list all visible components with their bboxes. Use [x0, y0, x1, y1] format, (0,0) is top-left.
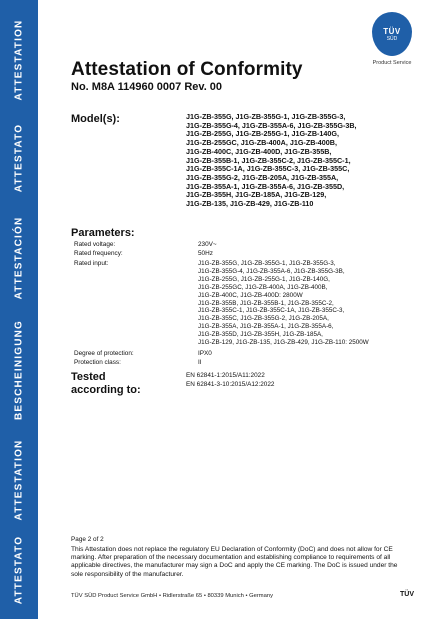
- rated-input-line: J1G-ZB-355C-1, J1G-ZB-355C-1A, J1G-ZB-355C-3,: [198, 307, 345, 315]
- model-line: J1G-ZB-355H, J1G-ZB-185A, J1G-ZB-129,: [186, 190, 327, 200]
- protection-class-label: Protection class:: [74, 359, 121, 366]
- standard-2: EN 62841-3-10:2015/A12:2022: [186, 381, 275, 388]
- standard-1: EN 62841-1:2015/A11:2022: [186, 372, 265, 379]
- model-line: J1G-ZB-355C-1A, J1G-ZB-355C-3, J1G-ZB-355C,: [186, 164, 350, 174]
- logo-sub: SÜD: [386, 35, 398, 42]
- tested-label: [71, 371, 141, 397]
- sidebar-word-attestato: ATTESTATO: [13, 123, 25, 193]
- rated-voltage-value: 230V~: [198, 241, 217, 248]
- rated-input-line: J1G-ZB-355G-4, J1G-ZB-355A-6, J1G-ZB-355G-3B,: [198, 267, 345, 275]
- sidebar-band: [0, 0, 38, 619]
- sidebar-word-attestato-2: ATTESTATO: [13, 535, 25, 605]
- page-title: Attestation of Conformity: [71, 59, 303, 80]
- certificate-number: No. M8A 114960 0007 Rev. 00: [71, 81, 223, 93]
- model-line: J1G-ZB-355G, J1G-ZB-355G-1, J1G-ZB-355G-3,: [186, 112, 346, 121]
- tested-label-line1: Tested: [71, 371, 106, 383]
- sidebar-word-atestacion: ATTESTACIÓN: [13, 216, 25, 300]
- rated-input-list: [198, 260, 413, 347]
- tested-label-line2: according to:: [71, 384, 141, 396]
- parameters-title: Parameters:: [71, 227, 135, 239]
- rated-input-line: J1G-ZB-255GC, J1G-ZB-400A, J1G-ZB-400B,: [198, 283, 328, 291]
- rated-voltage-label: Rated voltage:: [74, 241, 116, 248]
- rated-input-line: J1G-ZB-400C, J1G-ZB-400D: 2800W: [198, 291, 303, 299]
- model-line: J1G-ZB-355G-2, J1G-ZB-205A, J1G-ZB-355A,: [186, 172, 339, 182]
- rated-frequency-value: 50Hz: [198, 250, 213, 257]
- protection-class-value: II: [198, 359, 202, 366]
- rated-input-line: J1G-ZB-129, J1G-ZB-135, J1G-ZB-429, J1G-ZB-110: 2500W: [198, 339, 369, 347]
- model-line: J1G-ZB-255GC, J1G-ZB-400A, J1G-ZB-400B,: [186, 138, 337, 148]
- model-line: J1G-ZB-355B-1, J1G-ZB-355C-2, J1G-ZB-355C-1,: [186, 155, 351, 165]
- rated-frequency-label: Rated frequency:: [74, 250, 123, 257]
- protection-degree-label: Degree of protection:: [74, 350, 134, 357]
- model-line: J1G-ZB-355G-4, J1G-ZB-355A-6, J1G-ZB-355G-3B,: [186, 120, 357, 130]
- model-line: J1G-ZB-355A-1, J1G-ZB-355A-6, J1G-ZB-355D,: [186, 181, 345, 191]
- model-line: J1G-ZB-400C, J1G-ZB-400D, J1G-ZB-355B,: [186, 146, 332, 156]
- model-line: J1G-ZB-255G, J1G-ZB-255G-1, J1G-ZB-140G,: [186, 129, 339, 139]
- sidebar-word-attestation: ATTESTATION: [13, 19, 25, 101]
- tuv-logo: [372, 12, 412, 56]
- models-label: Model(s):: [71, 113, 120, 125]
- rated-input-line: J1G-ZB-355C, J1G-ZB-355G-2, J1G-ZB-205A,: [198, 315, 329, 323]
- model-line: J1G-ZB-135, J1G-ZB-429, J1G-ZB-110: [186, 199, 314, 209]
- rated-input-label: Rated input:: [74, 260, 109, 267]
- rated-input-line: J1G-ZB-355D, J1G-ZB-355H, J1G-ZB-185A,: [198, 331, 323, 339]
- logo-brand: TÜV: [383, 26, 401, 36]
- rated-input-line: J1G-ZB-255G, J1G-ZB-255G-1, J1G-ZB-140G,: [198, 275, 330, 283]
- logo-caption: Product Service: [372, 60, 412, 66]
- sidebar-word-attestation-2: ATTESTATION: [13, 439, 25, 521]
- rated-input-line: J1G-ZB-355B, J1G-ZB-355B-1, J1G-ZB-355C-2,: [198, 299, 334, 307]
- tuv-mark: TÜV: [400, 591, 414, 598]
- disclaimer-text: This Attestation does not replace the regulatory EU Declaration of Conformity (DoC) and does not allow for CE marking. After preparation of the necessary documentation and establishing compliance to requirements of all applicable directives, the manufacturer may sign a DoC and apply the CE marking. The DoC is issued under the sole responsibility of the manufacturer.: [71, 546, 398, 578]
- company-address: TÜV SÜD Product Service GmbH • Ridlerstraße 65 • 80339 Munich • Germany: [71, 593, 273, 599]
- page-number: Page 2 of 2: [71, 536, 104, 543]
- models-list: [186, 113, 406, 209]
- rated-input-line: J1G-ZB-355A, J1G-ZB-355A-1, J1G-ZB-355A-6,: [198, 323, 334, 331]
- rated-input-line: J1G-ZB-355G, J1G-ZB-355G-1, J1G-ZB-355G-3,: [198, 260, 336, 267]
- protection-degree-value: IPX0: [198, 350, 212, 357]
- sidebar-word-bescheinigung: BESCHEINIGUNG: [13, 319, 25, 421]
